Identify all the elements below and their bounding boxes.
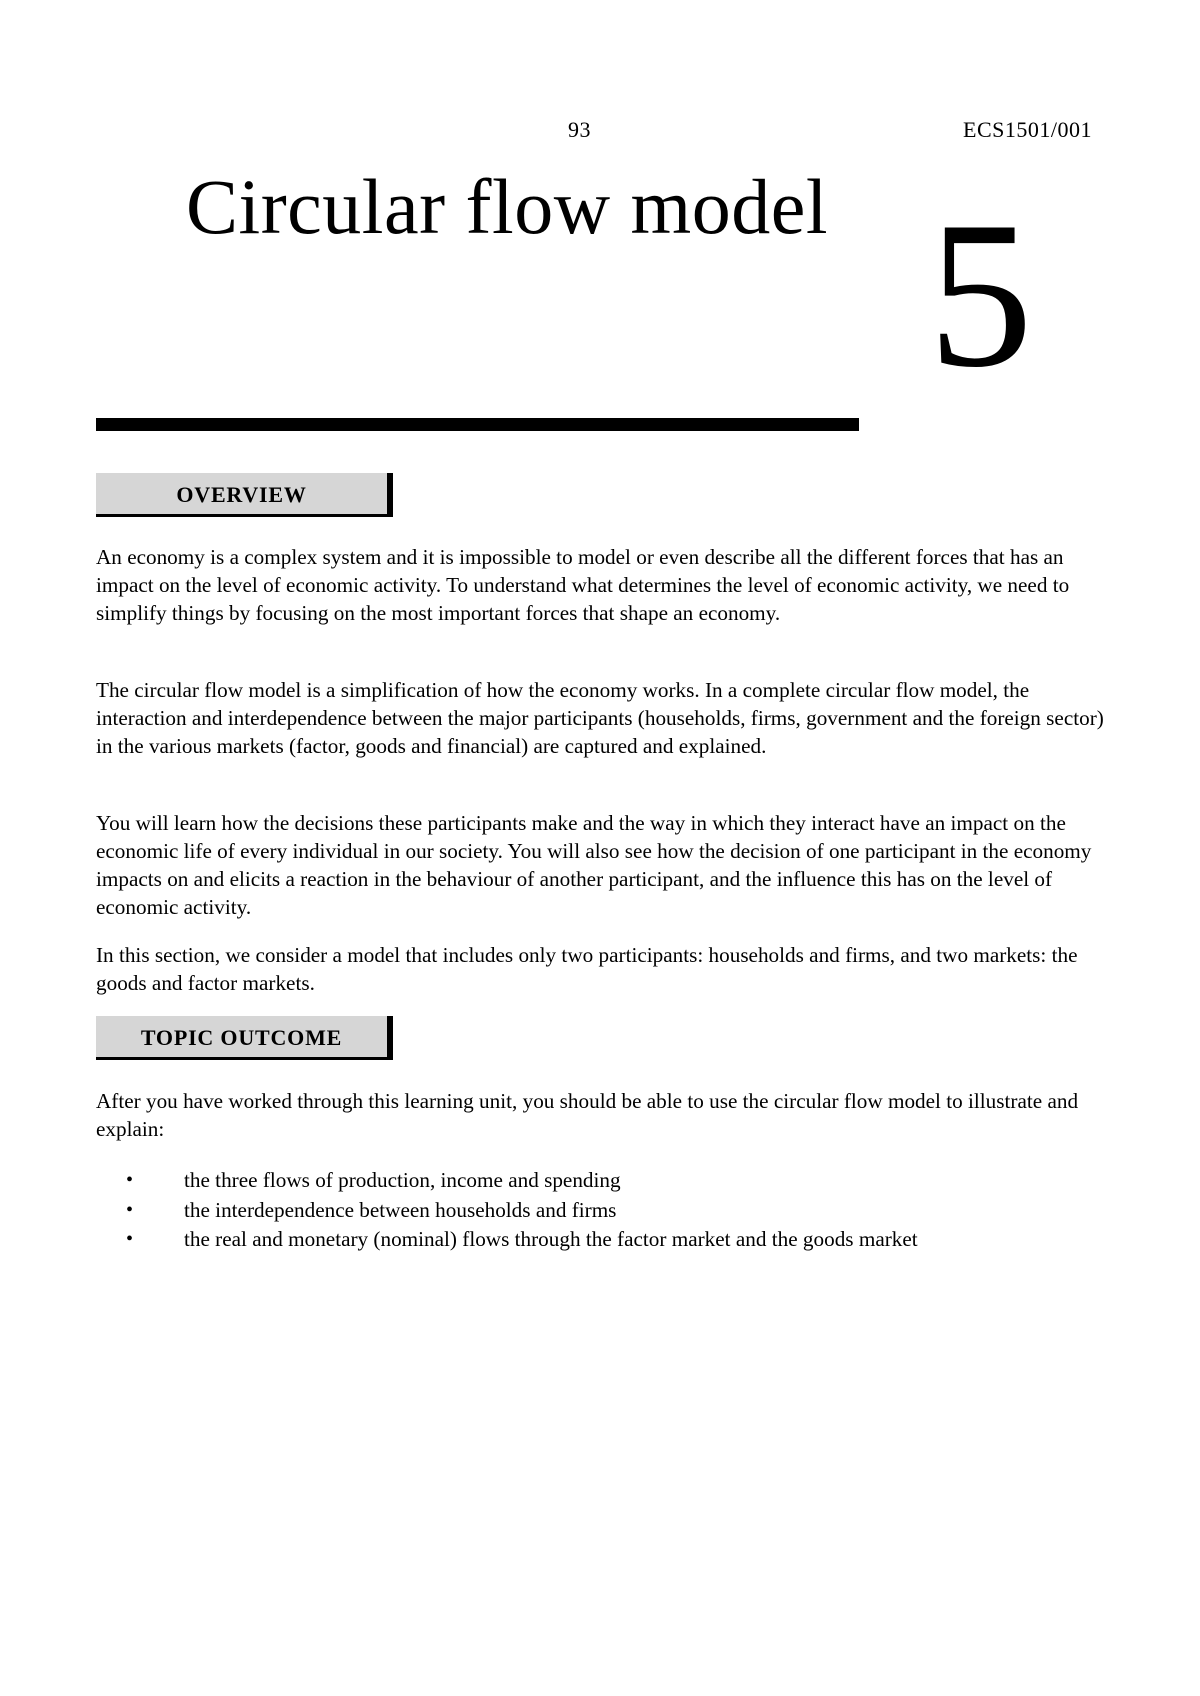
list-item-text: the three flows of production, income and spending (184, 1168, 621, 1192)
bullet-icon: • (126, 1169, 134, 1191)
overview-paragraph: In this section, we consider a model that includes only two participants: households and firms, and two markets: the goods and factor markets. (96, 943, 1078, 995)
chapter-number: 5 (928, 179, 1033, 411)
bullet-icon: • (126, 1198, 134, 1221)
overview-paragraph: The circular flow model is a simplification of how the economy works. In a complete circular flow model, the interaction and interdependence between the major participants (households, firms, government and the foreign sector) in the various markets (factor, goods and financial) are captured and explained. (96, 678, 1104, 758)
overview-heading: OVERVIEW (96, 473, 393, 517)
bullet-icon: • (126, 1228, 134, 1250)
page-number: 93 (568, 117, 591, 142)
overview-paragraph: An economy is a complex system and it is impossible to model or even describe all the different forces that has an impact on the level of economic activity. To understand what determines the level of economic activity, we need to simplify things by focusing on the most important forces that shape an economy. (96, 545, 1070, 625)
list-item-text: the real and monetary (nominal) flows through the factor market and the goods market (184, 1227, 918, 1251)
list-item (96, 1225, 1108, 1255)
list-item (96, 1166, 1108, 1196)
list-item-text: the interdependence between households and firms (184, 1197, 617, 1222)
course-code: ECS1501/001 (963, 117, 1092, 142)
topic-outcome-intro: After you have worked through this learning unit, you should be able to use the circular flow model to illustrate and explain: (96, 1089, 1079, 1141)
topic-outcome-heading: TOPIC OUTCOME (96, 1016, 393, 1060)
title-divider (96, 418, 859, 431)
chapter-title: Circular flow model (186, 163, 828, 250)
overview-paragraph: You will learn how the decisions these participants make and the way in which they interact have an impact on the economic life of every individual in our society. You will also see how the decision of one participant in the economy impacts on and elicits a reaction in the behaviour of another participant, and the influence this has on the level of economic activity. (96, 811, 1092, 919)
topic-outcome-list (96, 1166, 1108, 1255)
list-item (96, 1196, 1108, 1226)
